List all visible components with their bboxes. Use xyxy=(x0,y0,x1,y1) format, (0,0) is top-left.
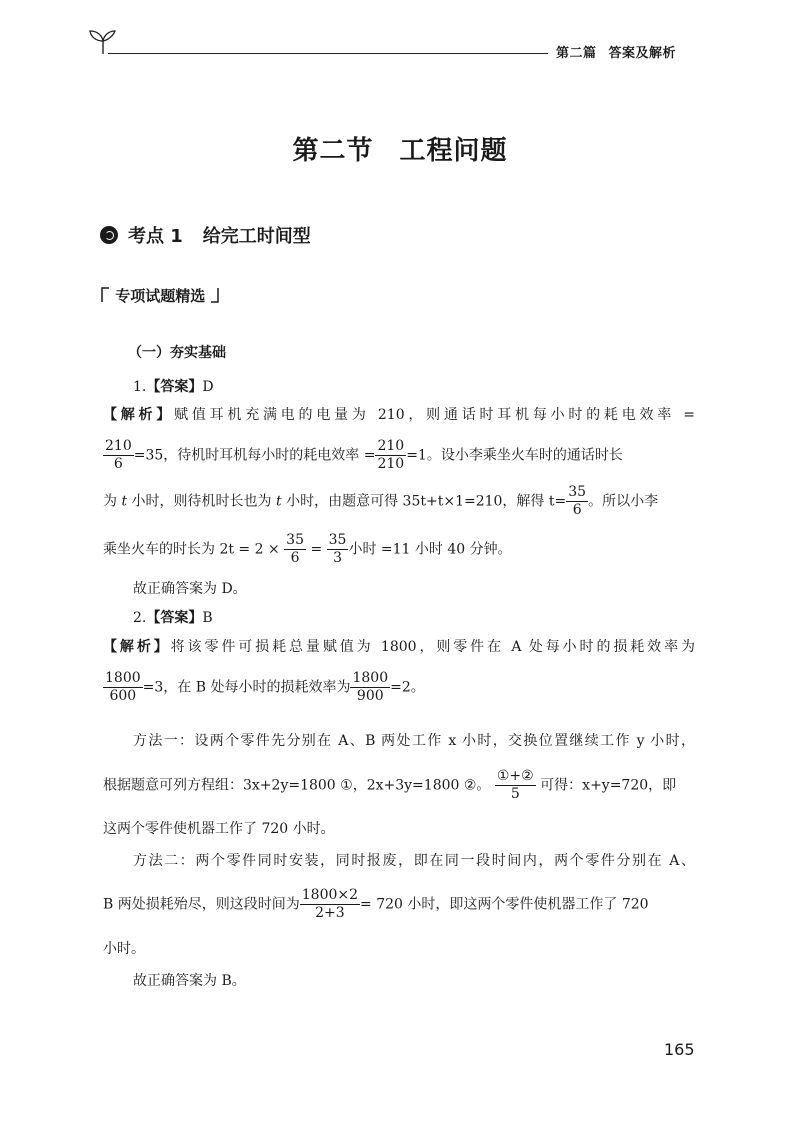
q2-conclusion: 故正确答案为 B。 xyxy=(133,973,246,989)
header-rule xyxy=(108,53,548,54)
fraction: $\frac{1800\times 2}{2+3}$ xyxy=(301,887,359,921)
special-label: 专项试题精选 xyxy=(115,287,206,305)
fraction: $\frac{35}{6}$ xyxy=(286,532,304,566)
special-heading xyxy=(100,285,220,306)
fraction: $\frac{210}{210}$ xyxy=(377,438,405,472)
q1-answer: D xyxy=(202,379,214,395)
q2-answer: B xyxy=(202,610,213,626)
point-label: 考点 1 xyxy=(128,226,183,247)
q1-analysis-line-3: 为 t 小时，则待机时长也为 t 小时，由题意可得 35t+t×1=210，解得 t= $\frac{35}{6}$ 。所以小李 xyxy=(103,484,659,518)
section-title: 第二节 工程问题 xyxy=(292,136,508,166)
q2-method1-line-3: 这两个零件使机器工作了 720 小时。 xyxy=(103,821,335,837)
q1-conclusion: 故正确答案为 D。 xyxy=(133,581,247,597)
q1-analysis-line-2: $\frac{210}{6}$ =35，待机时耳机每小时的耗电效率 = $\frac{210}{210}$ =1。设小李乘坐火车时的通话时长 xyxy=(105,438,623,472)
q2-method1-line-1: 方法一：设两个零件先分别在 A、B 两处工作 x 小时，交换位置继续工作 y 小时， xyxy=(133,733,695,749)
q2-method2-line-1: 方法二：两个零件同时安装，同时报废，即在同一段时间内，两个零件分别在 A、 xyxy=(133,853,695,869)
q2-answer-line: 2.【答案】B xyxy=(133,610,213,626)
q1-answer-line: 1.【答案】D xyxy=(133,379,214,395)
fraction: $\frac{35}{3}$ xyxy=(328,532,347,566)
fraction: $\frac{35}{6}$ xyxy=(568,484,587,518)
q2-method2-line-2: B 两处损耗殆尽，则这段时间为 $\frac{1800\times 2}{2+3}$ = 720 小时，即这两个零件使机器工作了 720 xyxy=(103,887,649,921)
q2-method2-line-3: 小时。 xyxy=(103,941,145,957)
q1-analysis-line-1: 【解析】赋值耳机充满电的电量为 210，则通话时耳机每小时的耗电效率 = xyxy=(103,407,695,423)
running-header xyxy=(556,42,676,61)
right-corner-bracket-icon xyxy=(210,287,220,303)
header-part: 第二篇 xyxy=(556,46,597,61)
fraction: $\frac{210}{6}$ xyxy=(105,438,132,472)
point-marker-icon xyxy=(100,226,118,244)
q1-analysis-line-4: 乘坐火车的时长为 2t = 2 × $\frac{35}{6}$ = $\frac{35}{3}$ 小时 =11 小时 40 分钟。 xyxy=(103,532,512,566)
point-name: 给完工时间型 xyxy=(202,226,311,247)
q2-analysis-line-2: $\frac{1800}{600}$ =3，在 B 处每小时的损耗效率为 $\frac{1800}{900}$ =2。 xyxy=(105,670,425,704)
q2-analysis-line-1: 【解析】将该零件可损耗总量赋值为 1800，则零件在 A 处每小时的损耗效率为 xyxy=(103,639,695,655)
point-heading xyxy=(100,222,311,248)
fraction: $\frac{1800}{600}$ xyxy=(105,670,141,704)
q2-method1-line-2: 根据题意可列方程组：3x+2y=1800 ①，2x+3y=1800 ②。 $\frac{\text{①+②}}{5}$ 可得：x+y=720，即 xyxy=(103,768,677,802)
page-number: 165 xyxy=(664,1040,695,1059)
sprout-icon xyxy=(86,28,120,56)
fraction: $\frac{1800}{900}$ xyxy=(352,670,389,704)
subheading: （一）夯实基础 xyxy=(128,345,226,361)
left-corner-bracket-icon xyxy=(100,287,110,303)
header-title: 答案及解析 xyxy=(608,46,677,61)
fraction: $\frac{\text{①+②}}{5}$ xyxy=(496,768,534,802)
